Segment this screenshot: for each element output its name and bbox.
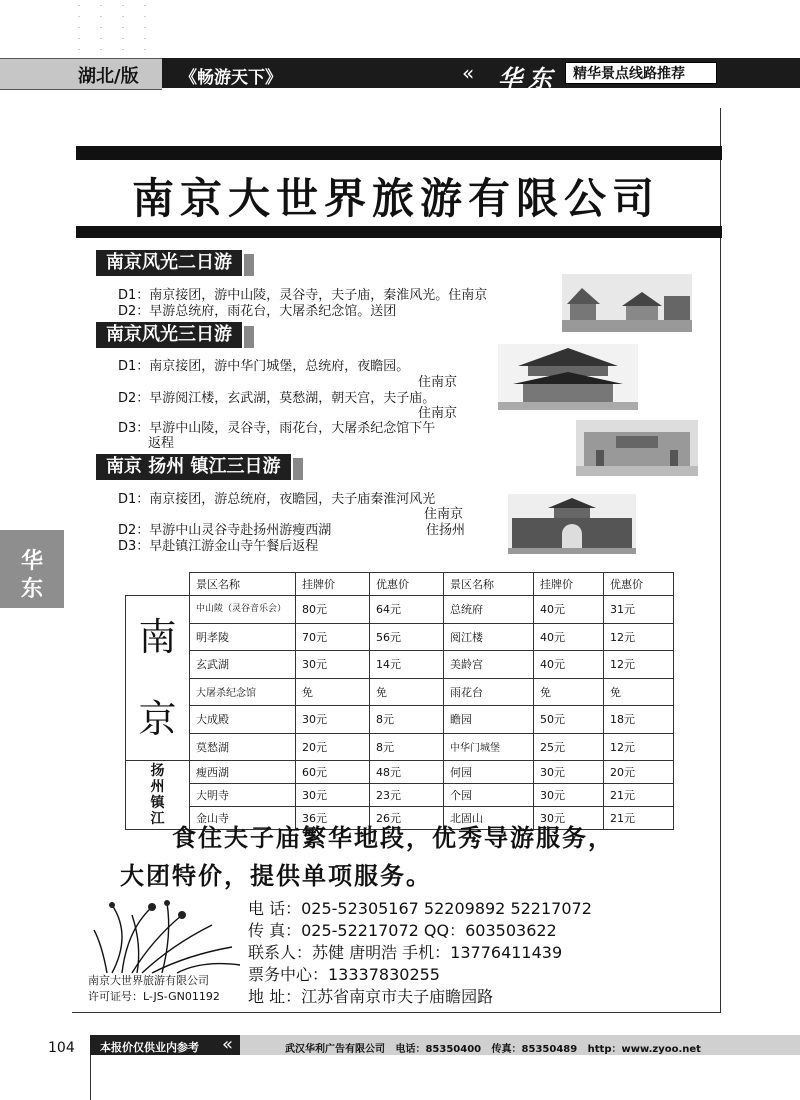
tour3-line: 住南京	[424, 507, 464, 522]
table-row	[126, 678, 674, 706]
contact-ticket: 票务中心：13337830255	[248, 965, 440, 984]
table-cell: 中华门城堡	[444, 733, 534, 761]
tour2-line: 返程	[148, 436, 175, 451]
table-cell: 瞻园	[444, 706, 534, 734]
table-cell: 大屠杀纪念馆	[190, 678, 296, 706]
table-cell: 何园	[444, 761, 534, 784]
table-cell: 26元	[370, 807, 444, 830]
table-cell: 30元	[534, 784, 604, 807]
double-chevron-icon: «	[222, 1034, 234, 1055]
table-cell: 雨花台	[444, 678, 534, 706]
table-cell: 56元	[370, 623, 444, 651]
table-cell: 免	[604, 678, 674, 706]
table-cell: 大明寺	[190, 784, 296, 807]
table-cell: 30元	[296, 651, 370, 679]
group-label-yangzhou: 扬州镇江	[126, 761, 190, 830]
table-cell: 免	[296, 678, 370, 706]
table-row	[126, 706, 674, 734]
footer-agency: 武汉华利广告有限公司 电话：85350400 传真：85350489 http：www.zyoo.net	[285, 1044, 701, 1055]
contact-fax: 传 真：025-52217072 QQ：603503622	[248, 921, 557, 940]
table-cell: 12元	[604, 623, 674, 651]
table-cell: 免	[370, 678, 444, 706]
price-table	[125, 572, 674, 830]
table-cell: 30元	[534, 761, 604, 784]
table-cell: 20元	[604, 761, 674, 784]
table-row	[126, 651, 674, 679]
table-row	[126, 784, 674, 807]
contact-person: 联系人：苏健 唐明浩 手机：13776411439	[248, 943, 563, 962]
tour1-line: D1：南京接团，游中山陵，灵谷寺，夫子庙，秦淮风光。住南京	[118, 288, 488, 303]
table-cell: 总统府	[444, 596, 534, 624]
table-cell: 40元	[534, 651, 604, 679]
table-cell: 大成殿	[190, 706, 296, 734]
tour-title-2: 南京风光三日游	[96, 322, 242, 348]
table-header: 挂牌价	[296, 573, 370, 596]
contact-tel: 电 话：025-52305167 52209892 52217072	[248, 899, 592, 918]
table-cell: 8元	[370, 733, 444, 761]
slogan-line-1: 食住夫子庙繁华地段，优秀导游服务，	[172, 824, 614, 852]
double-chevron-icon: «	[462, 61, 475, 85]
table-header: 优惠价	[370, 573, 444, 596]
table-row	[126, 596, 674, 624]
table-cell: 25元	[534, 733, 604, 761]
table-cell: 14元	[370, 651, 444, 679]
table-cell: 30元	[296, 706, 370, 734]
tour3-line: 住扬州	[426, 523, 466, 538]
table-cell: 36元	[296, 807, 370, 830]
frame-bottom	[72, 1012, 721, 1013]
photo-qinhuai	[562, 274, 692, 332]
table-cell: 美龄宫	[444, 651, 534, 679]
decor-dots	[68, 0, 163, 50]
tour2-line: 住南京	[418, 406, 458, 421]
table-cell: 30元	[534, 807, 604, 830]
tour1-line: D2：早游总统府，雨花台，大屠杀纪念馆。送团	[118, 304, 397, 319]
tour2-line: D1：南京接团，游中华门城堡，总统府，夜瞻园。	[118, 359, 410, 374]
table-cell: 12元	[604, 651, 674, 679]
table-cell: 31元	[604, 596, 674, 624]
side-tab-char: 东	[20, 577, 43, 602]
table-cell: 明孝陵	[190, 623, 296, 651]
tour3-line: D2：早游中山灵谷寺赴扬州游瘦西湖	[118, 523, 332, 538]
tour2-line: 住南京	[418, 375, 458, 390]
table-row	[126, 761, 674, 784]
table-cell: 50元	[534, 706, 604, 734]
company-bar-bottom	[76, 226, 722, 238]
table-cell: 21元	[604, 784, 674, 807]
table-cell: 8元	[370, 706, 444, 734]
tour3-line: D1：南京接团，游总统府，夜瞻园，夫子庙秦淮河风光	[118, 492, 436, 507]
frame-right	[720, 108, 721, 1013]
table-cell: 北固山	[444, 807, 534, 830]
contact-address: 地 址：江苏省南京市夫子庙瞻园路	[248, 987, 494, 1006]
table-cell: 70元	[296, 623, 370, 651]
table-cell: 莫愁湖	[190, 733, 296, 761]
photo-presidential-palace	[576, 420, 698, 476]
side-tab-char: 华	[20, 549, 43, 574]
table-cell: 40元	[534, 596, 604, 624]
header-region: 华东	[498, 64, 558, 93]
table-cell: 21元	[604, 807, 674, 830]
slogan-line-2: 大团特价，提供单项服务。	[120, 862, 432, 890]
tour-title-1: 南京风光二日游	[96, 250, 242, 276]
table-header: 景区名称	[444, 573, 534, 596]
tour2-line: D3：早游中山陵，灵谷寺，雨花台，大屠杀纪念馆下午	[118, 421, 436, 436]
table-cell: 免	[534, 678, 604, 706]
table-cell: 瘦西湖	[190, 761, 296, 784]
table-cell: 40元	[534, 623, 604, 651]
table-cell: 玄武湖	[190, 651, 296, 679]
table-header-row	[126, 573, 674, 596]
photo-zhonghua-gate	[508, 494, 636, 554]
table-cell: 30元	[296, 784, 370, 807]
photo-yuejiang-tower	[498, 344, 638, 410]
footer-vertical-line	[90, 1055, 91, 1100]
table-header: 挂牌价	[534, 573, 604, 596]
table-row	[126, 623, 674, 651]
license-number: 许可证号：L-JS-GN01192	[88, 990, 220, 1003]
table-cell: 12元	[604, 733, 674, 761]
table-cell: 20元	[296, 733, 370, 761]
header-province: 湖北/版	[78, 66, 139, 87]
table-cell: 48元	[370, 761, 444, 784]
company-name: 南京大世界旅游有限公司	[131, 174, 660, 223]
tour-title-3: 南京 扬州 镇江三日游	[96, 454, 291, 480]
table-cell: 23元	[370, 784, 444, 807]
table-cell: 60元	[296, 761, 370, 784]
page-number: 104	[48, 1040, 75, 1056]
table-header: 景区名称	[190, 573, 296, 596]
header-recommend: 精华景点线路推荐	[573, 66, 685, 82]
table-cell: 80元	[296, 596, 370, 624]
orchid-illustration	[92, 895, 242, 975]
table-cell: 个园	[444, 784, 534, 807]
table-cell: 金山寺	[190, 807, 296, 830]
group-label-nanjing: 南 京	[126, 596, 190, 761]
license-name: 南京大世界旅游有限公司	[88, 974, 209, 987]
tour2-line: D2：早游阅江楼，玄武湖，莫愁湖，朝天宫，夫子庙。	[118, 391, 436, 406]
table-cell: 中山陵（灵谷音乐会）	[190, 596, 296, 624]
table-cell: 18元	[604, 706, 674, 734]
company-bar-top	[76, 146, 722, 160]
table-cell: 阅江楼	[444, 623, 534, 651]
header-magazine: 《畅游天下》	[180, 68, 282, 88]
table-row	[126, 733, 674, 761]
table-header: 优惠价	[604, 573, 674, 596]
tour3-line: D3：早赴镇江游金山寺午餐后返程	[118, 539, 319, 554]
table-cell: 64元	[370, 596, 444, 624]
footer-note: 本报价仅供业内参考	[100, 1041, 199, 1054]
